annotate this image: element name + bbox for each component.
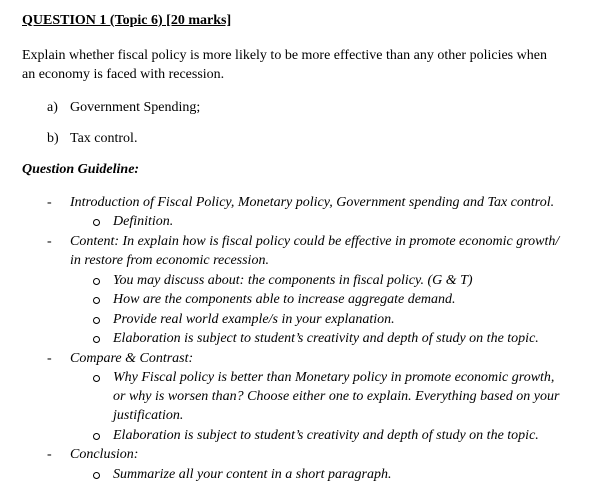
section-2-line-1: Content: In explain how is fiscal policy could be effective in promote economic growth/: [70, 234, 560, 249]
circle-bullet-icon: [93, 219, 100, 226]
question-prompt-line-1: Explain whether fiscal policy is more likely to be more effective than any other policies when: [22, 48, 547, 63]
circle-bullet-icon: [93, 375, 100, 382]
section-3-line-1: Compare & Contrast:: [70, 351, 194, 366]
section-3-subitem-2: Elaboration is subject to student’s creativity and depth of study on the topic.: [113, 428, 539, 443]
section-2-subitem-4: Elaboration is subject to student’s creativity and depth of study on the topic.: [113, 331, 539, 346]
section-3-subitem-1-line-3: justification.: [113, 408, 184, 423]
dash-bullet: -: [47, 195, 52, 210]
section-4-line-1: Conclusion:: [70, 447, 139, 462]
option-text-b: Tax control.: [70, 131, 138, 146]
section-4-subitem-1: Summarize all your content in a short paragraph.: [113, 467, 392, 482]
circle-bullet-icon: [93, 336, 100, 343]
section-3-subitem-1-line-2: or why is worsen than? Choose either one to explain. Everything based on your: [113, 389, 560, 404]
circle-bullet-icon: [93, 433, 100, 440]
dash-bullet: -: [47, 447, 52, 462]
circle-bullet-icon: [93, 317, 100, 324]
dash-bullet: -: [47, 234, 52, 249]
option-text-a: Government Spending;: [70, 100, 201, 115]
section-2-subitem-2: How are the components able to increase aggregate demand.: [113, 292, 456, 307]
question-heading: QUESTION 1 (Topic 6) [20 marks]: [22, 13, 232, 28]
circle-bullet-icon: [93, 278, 100, 285]
dash-bullet: -: [47, 351, 52, 366]
option-marker-b: b): [47, 131, 59, 146]
section-2-subitem-1: You may discuss about: the components in fiscal policy. (G & T): [113, 273, 473, 288]
section-1-subitem-1: Definition.: [113, 214, 174, 229]
section-2-line-2: in restore from economic recession.: [70, 253, 269, 268]
guideline-title: Question Guideline:: [22, 162, 140, 177]
circle-bullet-icon: [93, 472, 100, 479]
option-marker-a: a): [47, 100, 58, 115]
question-prompt-line-2: an economy is faced with recession.: [22, 67, 225, 82]
section-2-subitem-3: Provide real world example/s in your explanation.: [113, 312, 395, 327]
section-3-subitem-1-line-1: Why Fiscal policy is better than Monetary policy in promote economic growth,: [113, 370, 555, 385]
circle-bullet-icon: [93, 297, 100, 304]
section-1-line-1: Introduction of Fiscal Policy, Monetary policy, Government spending and Tax control.: [70, 195, 555, 210]
